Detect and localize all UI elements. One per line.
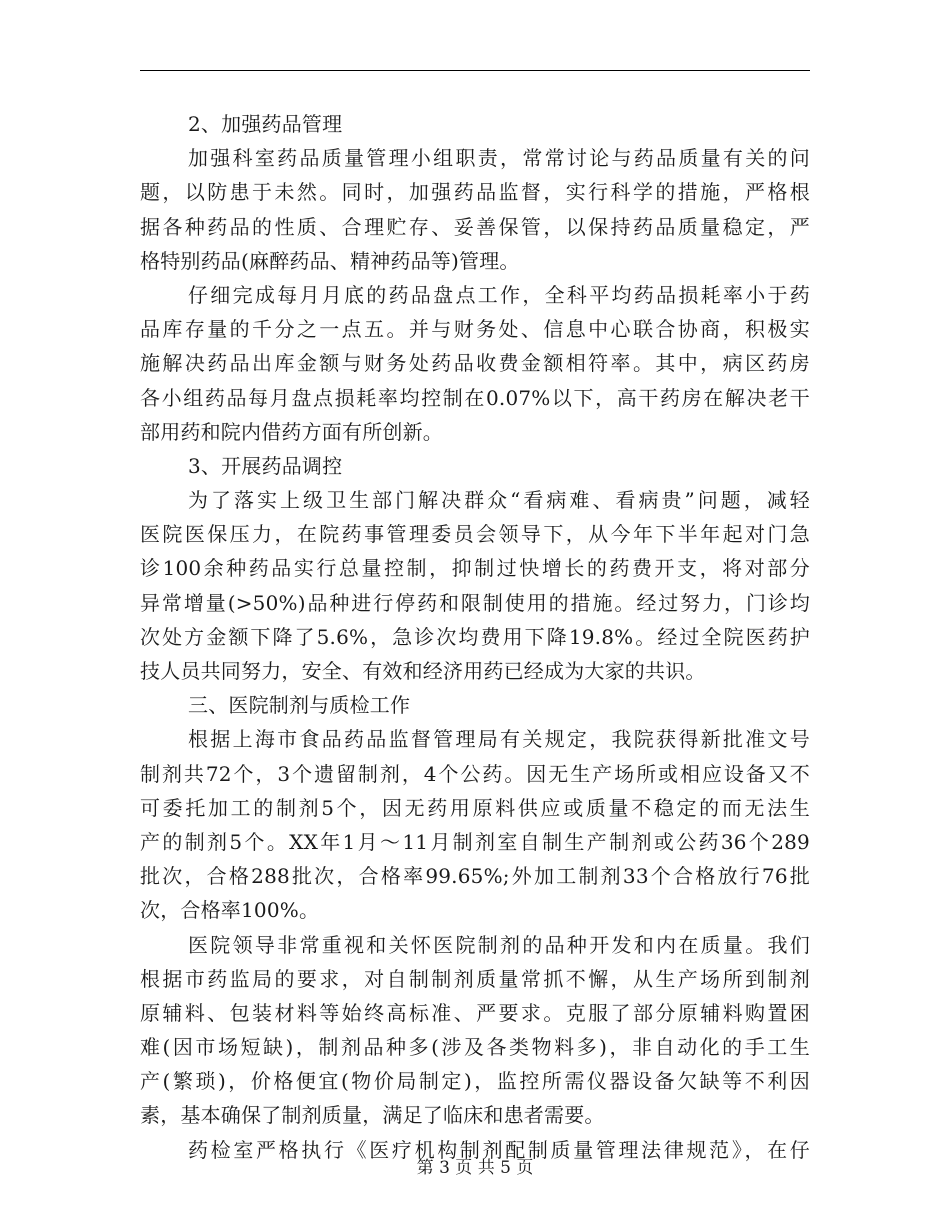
text-line: 药检室严格执行《医疗机构制剂配制质量管理法律规范》，在仔 xyxy=(188,1137,810,1162)
text-line: 题，以防患于未然。同时，加强药品监督，实行科学的措施，严格根 xyxy=(140,180,810,205)
text-line: 三、医院制剂与质检工作 xyxy=(188,693,411,718)
text-line: 异常增量(>50%)品种进行停药和限制使用的措施。经过努力，门诊均 xyxy=(140,590,810,615)
text-line: 医院医保压力，在院药事管理委员会领导下，从今年下半年起对门急 xyxy=(140,522,810,547)
text-line: 制剂共72个，3个遗留制剂，4个公药。因无生产场所或相应设备又不 xyxy=(140,761,810,786)
page-number: 第 3 页 共 5 页 xyxy=(416,1158,534,1178)
text-line: 素，基本确保了制剂质量，满足了临床和患者需要。 xyxy=(140,1103,605,1128)
header-rule xyxy=(140,70,810,71)
document-body xyxy=(140,107,810,1167)
text-line: 次处方金额下降了5.6%，急诊次均费用下降19.8%。经过全院医药护 xyxy=(140,624,810,649)
text-line: 各小组药品每月盘点损耗率均控制在0.07%以下，高干药房在解决老干 xyxy=(140,385,810,410)
text-line: 2、加强药品管理 xyxy=(188,112,343,136)
text-line: 格特别药品(麻醉药品、精神药品等)管理。 xyxy=(140,248,520,273)
text-line: 部用药和院内借药方面有所创新。 xyxy=(140,419,443,444)
text-line: 根据上海市食品药品监督管理局有关规定，我院获得新批准文号 xyxy=(188,727,810,752)
text-line: 据各种药品的性质、合理贮存、妥善保管，以保持药品质量稳定，严 xyxy=(140,214,810,239)
text-line: 仔细完成每月月底的药品盘点工作，全科平均药品损耗率小于药 xyxy=(188,282,810,307)
text-line: 可委托加工的制剂5个，因无药用原料供应或质量不稳定的而无法生 xyxy=(140,795,810,820)
text-line: 根据市药监局的要求，对自制制剂质量常抓不懈，从生产场所到制剂 xyxy=(140,966,810,991)
text-line: 医院领导非常重视和关怀医院制剂的品种开发和内在质量。我们 xyxy=(188,932,810,957)
text-line: 施解决药品出库金额与财务处药品收费金额相符率。其中，病区药房 xyxy=(140,351,810,376)
text-line: 3、开展药品调控 xyxy=(188,453,343,478)
text-line: 加强科室药品质量管理小组职责，常常讨论与药品质量有关的问 xyxy=(188,146,810,171)
text-line: 产的制剂5个。XX年1月～11月制剂室自制生产制剂或公药36个289 xyxy=(140,829,810,854)
text-line: 技人员共同努力，安全、有效和经济用药已经成为大家的共识。 xyxy=(140,659,706,683)
text-line: 难(因市场短缺)，制剂品种多(涉及各类物料多)，非自动化的手工生 xyxy=(140,1035,810,1060)
text-line: 次，合格率100%。 xyxy=(140,898,320,923)
text-line: 原辅料、包装材料等始终高标准、严要求。克服了部分原辅料购置困 xyxy=(140,1000,810,1025)
text-line: 品库存量的千分之一点五。并与财务处、信息中心联合协商，积极实 xyxy=(140,317,810,342)
text-line: 批次，合格288批次，合格率99.65%;外加工制剂33个合格放行76批 xyxy=(140,864,810,889)
text-line: 诊100余种药品实行总量控制，抑制过快增长的药费开支，将对部分 xyxy=(140,556,810,581)
text-line: 为了落实上级卫生部门解决群众“看病难、看病贵”问题，减轻 xyxy=(188,488,810,513)
text-line: 产(繁琐)，价格便宜(物价局制定)，监控所需仪器设备欠缺等不利因 xyxy=(140,1069,810,1094)
